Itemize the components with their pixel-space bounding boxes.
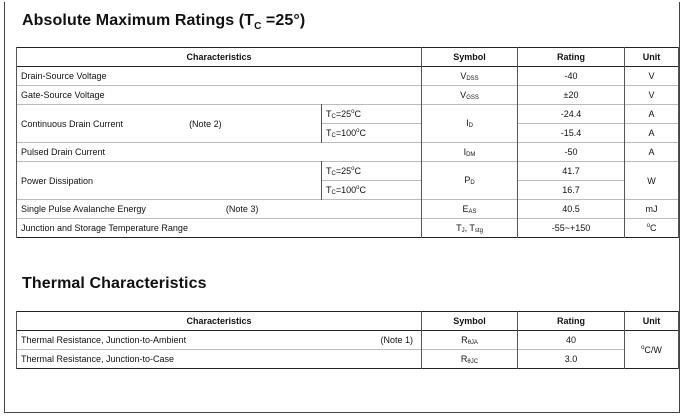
thermal-header-rating: Rating <box>518 312 625 331</box>
pd-rating-25: 41.7 <box>518 162 625 181</box>
id-name: Continuous Drain Current (Note 2) <box>17 105 322 143</box>
rjc-rating: 3.0 <box>518 350 625 369</box>
thermal-title: Thermal Characteristics <box>22 275 207 292</box>
vdss-symbol: VDSS <box>422 67 518 86</box>
pd-unit: W <box>625 162 679 200</box>
pd-cond-25: $TC=25^oC$ <box>322 162 422 181</box>
row-id-25 <box>17 105 679 124</box>
thermal-unit: $^o$C/W <box>625 331 679 369</box>
row-rja <box>17 331 679 350</box>
eas-name: Single Pulse Avalanche Energy (Note 3) <box>17 200 422 219</box>
vgss-symbol: VGSS <box>422 86 518 105</box>
id-cond-100: $TC=100^oC$ <box>322 124 422 143</box>
id-cond-25: $TC=25^oC$ <box>322 105 422 124</box>
vdss-unit: V <box>625 67 679 86</box>
thermal-header-unit: Unit <box>625 312 679 331</box>
rjc-symbol: RθJC <box>422 350 518 369</box>
pd-rating-100: 16.7 <box>518 181 625 200</box>
id-unit-25: A <box>625 105 679 124</box>
id-symbol: ID <box>422 105 518 143</box>
vgss-unit: V <box>625 86 679 105</box>
idm-name: Pulsed Drain Current <box>17 143 422 162</box>
eas-symbol: EAS <box>422 200 518 219</box>
header-unit: Unit <box>625 48 679 67</box>
pd-name: Power Dissipation <box>17 162 322 200</box>
row-eas <box>17 200 679 219</box>
thermal-header-characteristics: Characteristics <box>17 312 422 331</box>
rja-note: (Note 1) <box>380 335 413 345</box>
row-vgss <box>17 86 679 105</box>
row-idm <box>17 143 679 162</box>
abs-header-row <box>17 48 679 67</box>
row-vdss <box>17 67 679 86</box>
abs-max-title: Absolute Maximum Ratings $(T_C =25^\circ)$ <box>22 12 306 33</box>
tj-symbol: TJ, Tstg <box>422 219 518 238</box>
rja-name: Thermal Resistance, Junction-to-Ambient (Note 1) <box>17 331 422 350</box>
eas-note: (Note 3) <box>225 204 259 214</box>
pd-symbol: PD <box>422 162 518 200</box>
eas-rating: 40.5 <box>518 200 625 219</box>
id-note: (Note 2) <box>189 118 222 129</box>
rja-rating: 40 <box>518 331 625 350</box>
thermal-table <box>16 311 679 369</box>
abs-max-table <box>16 47 679 238</box>
idm-symbol: IDM <box>422 143 518 162</box>
row-pd-25 <box>17 162 679 181</box>
idm-rating: -50 <box>518 143 625 162</box>
vdss-name: Drain-Source Voltage <box>17 67 422 86</box>
pd-cond-100: $TC=100^oC$ <box>322 181 422 200</box>
id-unit-100: A <box>625 124 679 143</box>
rja-symbol: RθJA <box>422 331 518 350</box>
tj-name: Junction and Storage Temperature Range <box>17 219 422 238</box>
thermal-header-symbol: Symbol <box>422 312 518 331</box>
tj-rating: -55~+150 <box>518 219 625 238</box>
tj-unit: $^o$C <box>625 219 679 238</box>
id-rating-25: -24.4 <box>518 105 625 124</box>
id-rating-100: -15.4 <box>518 124 625 143</box>
header-rating: Rating <box>518 48 625 67</box>
thermal-header-row <box>17 312 679 331</box>
idm-unit: A <box>625 143 679 162</box>
vgss-name: Gate-Source Voltage <box>17 86 422 105</box>
rjc-name: Thermal Resistance, Junction-to-Case <box>17 350 422 369</box>
row-tj <box>17 219 679 238</box>
row-rjc <box>17 350 679 369</box>
header-characteristics: Characteristics <box>17 48 422 67</box>
header-symbol: Symbol <box>422 48 518 67</box>
vgss-rating: ±20 <box>518 86 625 105</box>
vdss-rating: -40 <box>518 67 625 86</box>
eas-unit: mJ <box>625 200 679 219</box>
